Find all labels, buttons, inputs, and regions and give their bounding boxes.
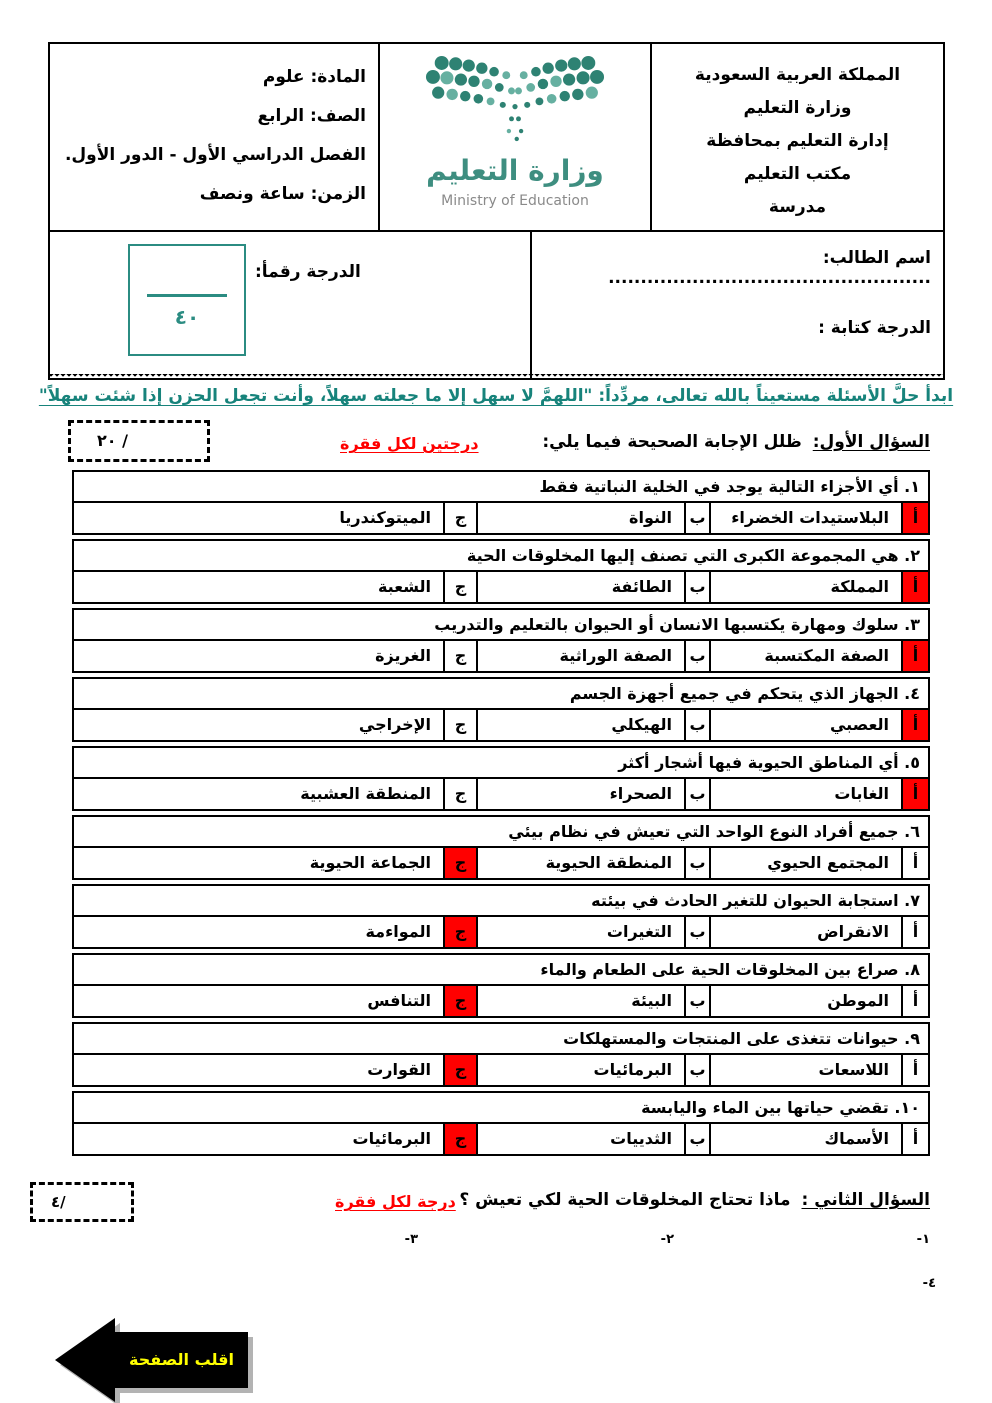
question-text: ٧. استجابة الحيوان للتغير الحادث في بيئته <box>74 886 928 917</box>
option-letter-ب[interactable]: ب <box>684 1055 709 1085</box>
option-text[interactable]: البرمائيات <box>352 1129 431 1148</box>
ministry-logo <box>378 44 650 230</box>
question-block-6 <box>72 815 930 880</box>
question2-score-box: ٤/ <box>30 1182 134 1222</box>
score-fraction-line <box>147 294 227 297</box>
question-text: ١٠. تقضي حياتها بين الماء واليابسة <box>74 1093 928 1124</box>
option-letter-أ[interactable]: أ <box>901 710 928 740</box>
option-text[interactable]: اللاسعات <box>709 1055 901 1085</box>
option-letter-أ[interactable]: أ <box>901 1124 928 1154</box>
mcq-table <box>72 470 930 1160</box>
option-text[interactable]: النواة <box>476 503 684 533</box>
option-text[interactable]: البرمائيات <box>476 1055 684 1085</box>
turn-page-arrow[interactable] <box>55 1318 248 1402</box>
question1-points-note: درجتين لكل فقرة <box>340 434 479 453</box>
written-grade-label: الدرجة كتابة : <box>818 318 931 338</box>
grade-line: الصف: الرابع <box>257 106 366 126</box>
option-text[interactable]: البيئة <box>476 986 684 1016</box>
option-letter-ب[interactable]: ب <box>684 572 709 602</box>
question1-title: السؤال الأول: <box>812 432 930 452</box>
option-text[interactable]: المواءمة <box>365 922 431 941</box>
total-score-box <box>128 244 246 356</box>
option-letter-أ[interactable]: أ <box>901 779 928 809</box>
option-letter-ج[interactable]: ج <box>443 503 476 533</box>
option-text[interactable]: الثدييات <box>476 1124 684 1154</box>
options-row <box>74 986 928 1016</box>
option-letter-أ[interactable]: أ <box>901 641 928 671</box>
option-text[interactable]: الأسماك <box>709 1124 901 1154</box>
semester-line: الفصل الدراسي الأول - الدور الأول. <box>64 145 366 165</box>
question-block-4 <box>72 677 930 742</box>
option-letter-ب[interactable]: ب <box>684 1124 709 1154</box>
options-row <box>74 710 928 740</box>
time-line: الزمن: ساعة ونصف <box>199 184 366 204</box>
answer-blank-4[interactable]: ٤- <box>922 1276 936 1291</box>
option-text[interactable]: الشعبة <box>377 577 431 596</box>
option-letter-ب[interactable]: ب <box>684 848 709 878</box>
option-letter-ج[interactable]: ج <box>443 1055 476 1085</box>
zigzag-divider <box>48 374 945 380</box>
option-letter-أ[interactable]: أ <box>901 572 928 602</box>
question-text: ٢. هي المجموعة الكبرى التي تصنف إليها المخلوقات الحية <box>74 541 928 572</box>
option-text[interactable]: الجماعة الحيوية <box>309 853 431 872</box>
option-text[interactable]: الهيكلي <box>476 710 684 740</box>
subject-line: المادة: علوم <box>262 67 366 87</box>
total-score-value: ٤٠ <box>174 305 200 329</box>
option-text[interactable]: المنطقة الحيوية <box>476 848 684 878</box>
options-row <box>74 503 928 533</box>
option-letter-أ[interactable]: أ <box>901 917 928 947</box>
kingdom-line: المملكة العربية السعودية <box>694 65 901 85</box>
option-letter-ج[interactable]: ج <box>443 1124 476 1154</box>
question1-score-box: ٢٠ / <box>68 420 210 462</box>
options-row <box>74 641 928 671</box>
answer-blank-3[interactable]: ٣- <box>404 1232 418 1247</box>
option-text[interactable]: الغريزة <box>375 646 431 665</box>
header-country-block <box>650 44 943 230</box>
question-block-3 <box>72 608 930 673</box>
answer-blank-1[interactable]: ١- <box>916 1232 930 1247</box>
option-letter-ب[interactable]: ب <box>684 779 709 809</box>
school-line: مدرسة <box>768 197 827 217</box>
question-text: ٣. سلوك ومهارة يكتسبها الانسان أو الحيوان بالتعليم والتدريب <box>74 610 928 641</box>
question-text: ٥. أي المناطق الحيوية فيها أشجار أكثر <box>74 748 928 779</box>
option-letter-ب[interactable]: ب <box>684 503 709 533</box>
option-text[interactable]: الميتوكندريا <box>339 508 431 527</box>
education-office-line: مكتب التعليم <box>743 164 852 184</box>
option-text[interactable]: البلاستيدات الخضراء <box>709 503 901 533</box>
turn-page-label: اقلب الصفحة <box>115 1332 248 1388</box>
question-block-5 <box>72 746 930 811</box>
options-row <box>74 1055 928 1085</box>
question-block-7 <box>72 884 930 949</box>
question-text: ٦. جميع أفراد النوع الواحد التي تعيش في نظام بيئي <box>74 817 928 848</box>
student-name-blank[interactable]: .................................................. <box>608 268 931 288</box>
options-row <box>74 1124 928 1154</box>
arrow-left-icon <box>55 1318 115 1402</box>
question-block-1 <box>72 470 930 535</box>
option-letter-ج[interactable]: ج <box>443 986 476 1016</box>
options-row <box>74 917 928 947</box>
option-text[interactable]: الموطن <box>709 986 901 1016</box>
option-text[interactable]: التنافس <box>367 991 431 1010</box>
option-text[interactable]: المجتمع الحيوي <box>709 848 901 878</box>
question-block-8 <box>72 953 930 1018</box>
options-row <box>74 779 928 809</box>
student-name-line[interactable] <box>532 248 931 288</box>
ministry-wordmark-arabic: وزارة التعليم <box>426 154 604 187</box>
option-letter-أ[interactable]: أ <box>901 1055 928 1085</box>
option-text[interactable]: القوارت <box>367 1060 431 1079</box>
option-letter-ج[interactable]: ج <box>443 779 476 809</box>
option-letter-أ[interactable]: أ <box>901 503 928 533</box>
option-text[interactable]: الصحراء <box>476 779 684 809</box>
directorate-line: إدارة التعليم بمحافظة <box>706 131 889 151</box>
question-text: ٨. صراع بين المخلوقات الحية على الطعام والماء <box>74 955 928 986</box>
student-name-label: اسم الطالب: <box>822 248 931 268</box>
question2-heading <box>459 1190 930 1210</box>
option-letter-ج[interactable]: ج <box>443 710 476 740</box>
question1-heading <box>542 432 930 452</box>
numeric-grade-label: الدرجة رقمأ: <box>255 262 361 282</box>
question2-instruction: ماذا تحتاج المخلوقات الحية لكي تعيش ؟ <box>459 1190 791 1210</box>
question2-points-note: درجة لكل فقرة <box>335 1192 456 1211</box>
option-text[interactable]: الانقراض <box>709 917 901 947</box>
option-letter-ج[interactable]: ج <box>443 572 476 602</box>
option-text[interactable]: الغابات <box>709 779 901 809</box>
header-exam-info-block <box>50 44 378 230</box>
answer-blank-2[interactable]: ٢- <box>660 1232 674 1247</box>
option-text[interactable]: الطائفة <box>476 572 684 602</box>
header-top-row <box>50 44 943 232</box>
options-row <box>74 848 928 878</box>
option-letter-ج[interactable]: ج <box>443 917 476 947</box>
numeric-grade-cell <box>50 232 530 378</box>
question-text: ٤. الجهاز الذي يتحكم في جميع أجهزة الجسم <box>74 679 928 710</box>
option-text[interactable]: الإخراجي <box>358 715 431 734</box>
option-letter-ب[interactable]: ب <box>684 917 709 947</box>
option-text[interactable]: الصفة الوراثية <box>476 641 684 671</box>
option-text[interactable]: العصبي <box>709 710 901 740</box>
question-block-2 <box>72 539 930 604</box>
question2-title: السؤال الثاني : <box>801 1190 930 1210</box>
option-letter-ب[interactable]: ب <box>684 986 709 1016</box>
option-letter-ج[interactable]: ج <box>443 641 476 671</box>
option-letter-أ[interactable]: أ <box>901 848 928 878</box>
ministry-logo-dots-icon <box>419 56 611 152</box>
ministry-line: وزارة التعليم <box>743 98 852 118</box>
student-info-cell <box>530 232 943 378</box>
answer-blanks-row <box>72 1232 930 1247</box>
option-letter-ب[interactable]: ب <box>684 710 709 740</box>
question1-instruction: ظلل الإجابة الصحيحة فيما يلي: <box>542 432 802 452</box>
option-text[interactable]: المنطقة العشبية <box>300 784 431 803</box>
question-block-9 <box>72 1022 930 1087</box>
question-block-10 <box>72 1091 930 1156</box>
options-row <box>74 572 928 602</box>
option-text[interactable]: الصفة المكتسبة <box>709 641 901 671</box>
question-text: ٩. حيوانات تتغذى على المنتجات والمستهلكات <box>74 1024 928 1055</box>
option-text[interactable]: المملكة <box>709 572 901 602</box>
header-bottom-row <box>50 232 943 378</box>
option-letter-أ[interactable]: أ <box>901 986 928 1016</box>
exam-header-table <box>48 42 945 380</box>
option-letter-ب[interactable]: ب <box>684 641 709 671</box>
ministry-wordmark-english: Ministry of Education <box>441 193 589 209</box>
question-text: ١. أي الأجزاء التالية يوجد في الخلية النباتية فقط <box>74 472 928 503</box>
option-letter-ج[interactable]: ج <box>443 848 476 878</box>
dua-line: ابدأ حلَّ الأسئلة مستعيناً بالله تعالى، مردِّداً: "اللهمَّ لا سهل إلا ما جعلته سهلاً، وأنت تجعل الحزن إذا شئت سهلاً" <box>38 386 954 406</box>
option-text[interactable]: التغيرات <box>476 917 684 947</box>
